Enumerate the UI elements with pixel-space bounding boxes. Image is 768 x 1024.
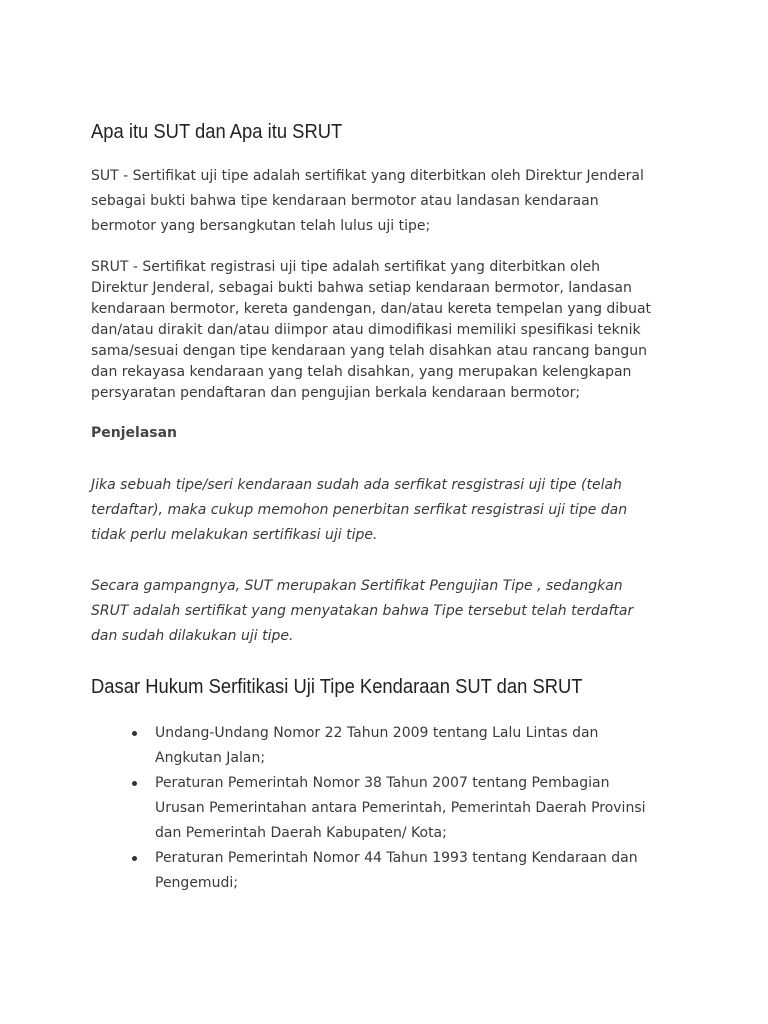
text-line: SRUT adalah sertifikat yang menyatakan bahwa Tipe tersebut telah terdaftar [91, 603, 634, 619]
text-line: dan rekayasa kendaraan yang telah disahkan, yang merupakan kelengkapan [91, 364, 632, 380]
text-line: kendaraan bermotor, kereta gandengan, dan/atau kereta tempelan yang dibuat [91, 301, 652, 317]
legal-basis-list [132, 721, 692, 896]
text-line: sama/sesuai dengan tipe kendaraan yang telah disahkan atau rancang bangun [91, 343, 647, 359]
text-line: Peraturan Pemerintah Nomor 44 Tahun 1993 tentang Kendaraan dan [155, 850, 638, 866]
text-line: tidak perlu melakukan sertifikasi uji tipe. [91, 527, 378, 543]
bullet-icon [132, 731, 137, 736]
bullet-icon [132, 856, 137, 861]
text-line: Secara gampangnya, SUT merupakan Sertifikat Pengujian Tipe , sedangkan [91, 578, 623, 594]
text-line: dan sudah dilakukan uji tipe. [91, 628, 294, 644]
text-line: Angkutan Jalan; [155, 750, 266, 766]
text-line: Jika sebuah tipe/seri kendaraan sudah ada serfikat resgistrasi uji tipe (telah [91, 477, 622, 493]
text-line: bermotor yang bersangkutan telah lulus uji tipe; [91, 218, 431, 234]
text-line: SRUT - Sertifikat registrasi uji tipe adalah sertifikat yang diterbitkan oleh [91, 259, 600, 275]
text-line: dan/atau dirakit dan/atau diimpor atau dimodifikasi memiliki spesifikasi teknik [91, 322, 641, 338]
text-line: Direktur Jenderal, sebagai bukti bahwa setiap kendaraan bermotor, landasan [91, 280, 632, 296]
text-line: Undang-Undang Nomor 22 Tahun 2009 tentang Lalu Lintas dan [155, 725, 599, 741]
bullet-icon [132, 781, 137, 786]
text-line: persyaratan pendaftaran dan pengujian berkala kendaraan bermotor; [91, 385, 581, 401]
paragraph-explanation-1 [91, 473, 681, 548]
paragraph-sut-definition [91, 164, 681, 239]
text-line: Urusan Pemerintahan antara Pemerintah, Pemerintah Daerah Provinsi [155, 800, 646, 816]
paragraph-srut-definition [91, 257, 681, 404]
list-item [132, 846, 692, 896]
section-title-legal-basis: Dasar Hukum Serfitikasi Uji Tipe Kendaraan SUT dan SRUT [91, 676, 583, 698]
text-line: Peraturan Pemerintah Nomor 38 Tahun 2007 tentang Pembagian [155, 775, 610, 791]
paragraph-explanation-2 [91, 574, 681, 649]
list-item [132, 721, 692, 771]
list-item [132, 771, 692, 846]
penjelasan-label: Penjelasan [91, 425, 178, 441]
text-line: sebagai bukti bahwa tipe kendaraan bermotor atau landasan kendaraan [91, 193, 599, 209]
section-title-sut-srut: Apa itu SUT dan Apa itu SRUT [91, 121, 343, 143]
text-line: dan Pemerintah Daerah Kabupaten/ Kota; [155, 825, 447, 841]
text-line: Pengemudi; [155, 875, 238, 891]
text-line: terdaftar), maka cukup memohon penerbitan serfikat resgistrasi uji tipe dan [91, 502, 628, 518]
text-line: SUT - Sertifikat uji tipe adalah sertifikat yang diterbitkan oleh Direktur Jenderal [91, 168, 644, 184]
